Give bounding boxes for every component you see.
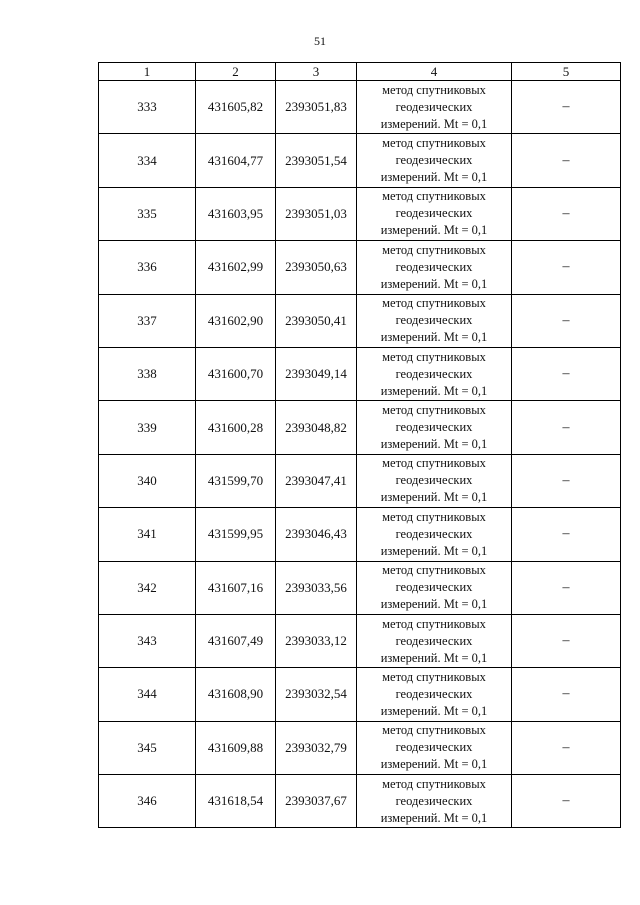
- method-text-line: измерений. Mt = 0,1: [380, 223, 488, 238]
- point-number-cell: 338: [99, 347, 196, 400]
- x-coordinate-cell: 431600,28: [196, 401, 276, 454]
- table-row: [99, 294, 621, 347]
- page-number: 51: [314, 34, 326, 48]
- method-text-line: измерений. Mt = 0,1: [380, 810, 488, 825]
- method-text-line: метод спутниковых: [382, 456, 486, 471]
- method-text-line: измерений. Mt = 0,1: [380, 116, 488, 131]
- column-header-4: 4: [357, 63, 512, 81]
- method-text-line: измерений. Mt = 0,1: [380, 383, 488, 398]
- characteristic-dash-cell: –: [512, 668, 621, 721]
- method-text-line: геодезических: [395, 153, 473, 168]
- characteristic-dash-cell: –: [512, 81, 621, 134]
- table-row: [99, 401, 621, 454]
- y-coordinate-cell: 2393037,67: [276, 775, 357, 828]
- x-coordinate-cell: 431602,90: [196, 294, 276, 347]
- method-text-line: геодезических: [395, 740, 473, 755]
- y-coordinate-cell: 2393051,03: [276, 187, 357, 240]
- method-text-line: измерений. Mt = 0,1: [380, 330, 488, 345]
- x-coordinate-cell: 431603,95: [196, 187, 276, 240]
- y-coordinate-cell: 2393050,63: [276, 241, 357, 294]
- method-cell: [357, 81, 512, 134]
- point-number-cell: 335: [99, 187, 196, 240]
- point-number-cell: 334: [99, 134, 196, 187]
- method-text-line: геодезических: [395, 259, 473, 274]
- column-header-1: 1: [99, 63, 196, 81]
- method-text-line: геодезических: [395, 793, 473, 808]
- method-text-line: геодезических: [395, 366, 473, 381]
- method-text-line: геодезических: [395, 633, 473, 648]
- method-text-line: метод спутниковых: [382, 136, 486, 151]
- characteristic-dash-cell: –: [512, 561, 621, 614]
- characteristic-dash-cell: –: [512, 508, 621, 561]
- point-number-cell: 345: [99, 721, 196, 774]
- method-text-line: измерений. Mt = 0,1: [380, 276, 488, 291]
- method-text-line: метод спутниковых: [382, 82, 486, 97]
- table-row: [99, 347, 621, 400]
- x-coordinate-cell: 431599,70: [196, 454, 276, 507]
- characteristic-dash-cell: –: [512, 721, 621, 774]
- table-row: [99, 187, 621, 240]
- method-text-line: измерений. Mt = 0,1: [380, 543, 488, 558]
- method-cell: [357, 508, 512, 561]
- method-text-line: геодезических: [395, 206, 473, 221]
- point-number-cell: 336: [99, 241, 196, 294]
- method-cell: [357, 454, 512, 507]
- coordinates-table: [98, 62, 621, 828]
- characteristic-dash-cell: –: [512, 614, 621, 667]
- point-number-cell: 339: [99, 401, 196, 454]
- point-number-cell: 341: [99, 508, 196, 561]
- table-row: [99, 668, 621, 721]
- characteristic-dash-cell: –: [512, 347, 621, 400]
- table-row: [99, 508, 621, 561]
- table-row: [99, 134, 621, 187]
- method-text-line: измерений. Mt = 0,1: [380, 650, 488, 665]
- method-text-line: метод спутниковых: [382, 776, 486, 791]
- method-text-line: геодезических: [395, 473, 473, 488]
- characteristic-dash-cell: –: [512, 241, 621, 294]
- method-cell: [357, 294, 512, 347]
- method-text-line: метод спутниковых: [382, 509, 486, 524]
- x-coordinate-cell: 431608,90: [196, 668, 276, 721]
- table-row: [99, 614, 621, 667]
- method-text-line: метод спутниковых: [382, 403, 486, 418]
- x-coordinate-cell: 431599,95: [196, 508, 276, 561]
- method-text-line: геодезических: [395, 686, 473, 701]
- table-header-row: [99, 63, 621, 81]
- point-number-cell: 344: [99, 668, 196, 721]
- y-coordinate-cell: 2393046,43: [276, 508, 357, 561]
- characteristic-dash-cell: –: [512, 401, 621, 454]
- table-row: [99, 454, 621, 507]
- point-number-cell: 337: [99, 294, 196, 347]
- method-cell: [357, 347, 512, 400]
- method-cell: [357, 401, 512, 454]
- point-number-cell: 340: [99, 454, 196, 507]
- y-coordinate-cell: 2393051,54: [276, 134, 357, 187]
- method-text-line: измерений. Mt = 0,1: [380, 597, 488, 612]
- method-text-line: измерений. Mt = 0,1: [380, 490, 488, 505]
- method-text-line: измерений. Mt = 0,1: [380, 703, 488, 718]
- method-text-line: метод спутниковых: [382, 189, 486, 204]
- method-text-line: метод спутниковых: [382, 349, 486, 364]
- method-cell: [357, 134, 512, 187]
- method-cell: [357, 668, 512, 721]
- method-cell: [357, 614, 512, 667]
- x-coordinate-cell: 431605,82: [196, 81, 276, 134]
- table-row: [99, 775, 621, 828]
- method-text-line: геодезических: [395, 526, 473, 541]
- point-number-cell: 343: [99, 614, 196, 667]
- point-number-cell: 346: [99, 775, 196, 828]
- table-row: [99, 721, 621, 774]
- method-cell: [357, 241, 512, 294]
- y-coordinate-cell: 2393051,83: [276, 81, 357, 134]
- column-header-2: 2: [196, 63, 276, 81]
- method-cell: [357, 187, 512, 240]
- y-coordinate-cell: 2393032,54: [276, 668, 357, 721]
- method-text-line: метод спутниковых: [382, 242, 486, 257]
- x-coordinate-cell: 431607,49: [196, 614, 276, 667]
- characteristic-dash-cell: –: [512, 775, 621, 828]
- column-header-3: 3: [276, 63, 357, 81]
- method-text-line: измерений. Mt = 0,1: [380, 757, 488, 772]
- x-coordinate-cell: 431602,99: [196, 241, 276, 294]
- x-coordinate-cell: 431618,54: [196, 775, 276, 828]
- y-coordinate-cell: 2393032,79: [276, 721, 357, 774]
- x-coordinate-cell: 431607,16: [196, 561, 276, 614]
- column-header-5: 5: [512, 63, 621, 81]
- method-text-line: измерений. Mt = 0,1: [380, 437, 488, 452]
- characteristic-dash-cell: –: [512, 454, 621, 507]
- table-body: [99, 81, 621, 828]
- characteristic-dash-cell: –: [512, 134, 621, 187]
- point-number-cell: 333: [99, 81, 196, 134]
- table-row: [99, 81, 621, 134]
- y-coordinate-cell: 2393049,14: [276, 347, 357, 400]
- method-text-line: метод спутниковых: [382, 616, 486, 631]
- method-text-line: геодезических: [395, 99, 473, 114]
- x-coordinate-cell: 431604,77: [196, 134, 276, 187]
- x-coordinate-cell: 431600,70: [196, 347, 276, 400]
- characteristic-dash-cell: –: [512, 187, 621, 240]
- method-text-line: геодезических: [395, 420, 473, 435]
- x-coordinate-cell: 431609,88: [196, 721, 276, 774]
- method-text-line: метод спутниковых: [382, 669, 486, 684]
- y-coordinate-cell: 2393033,56: [276, 561, 357, 614]
- method-text-line: геодезических: [395, 313, 473, 328]
- method-cell: [357, 775, 512, 828]
- method-cell: [357, 721, 512, 774]
- point-number-cell: 342: [99, 561, 196, 614]
- y-coordinate-cell: 2393033,12: [276, 614, 357, 667]
- method-text-line: метод спутниковых: [382, 563, 486, 578]
- y-coordinate-cell: 2393048,82: [276, 401, 357, 454]
- method-text-line: геодезических: [395, 580, 473, 595]
- method-text-line: метод спутниковых: [382, 296, 486, 311]
- method-text-line: метод спутниковых: [382, 723, 486, 738]
- table-row: [99, 561, 621, 614]
- method-cell: [357, 561, 512, 614]
- method-text-line: измерений. Mt = 0,1: [380, 170, 488, 185]
- table-row: [99, 241, 621, 294]
- characteristic-dash-cell: –: [512, 294, 621, 347]
- y-coordinate-cell: 2393047,41: [276, 454, 357, 507]
- y-coordinate-cell: 2393050,41: [276, 294, 357, 347]
